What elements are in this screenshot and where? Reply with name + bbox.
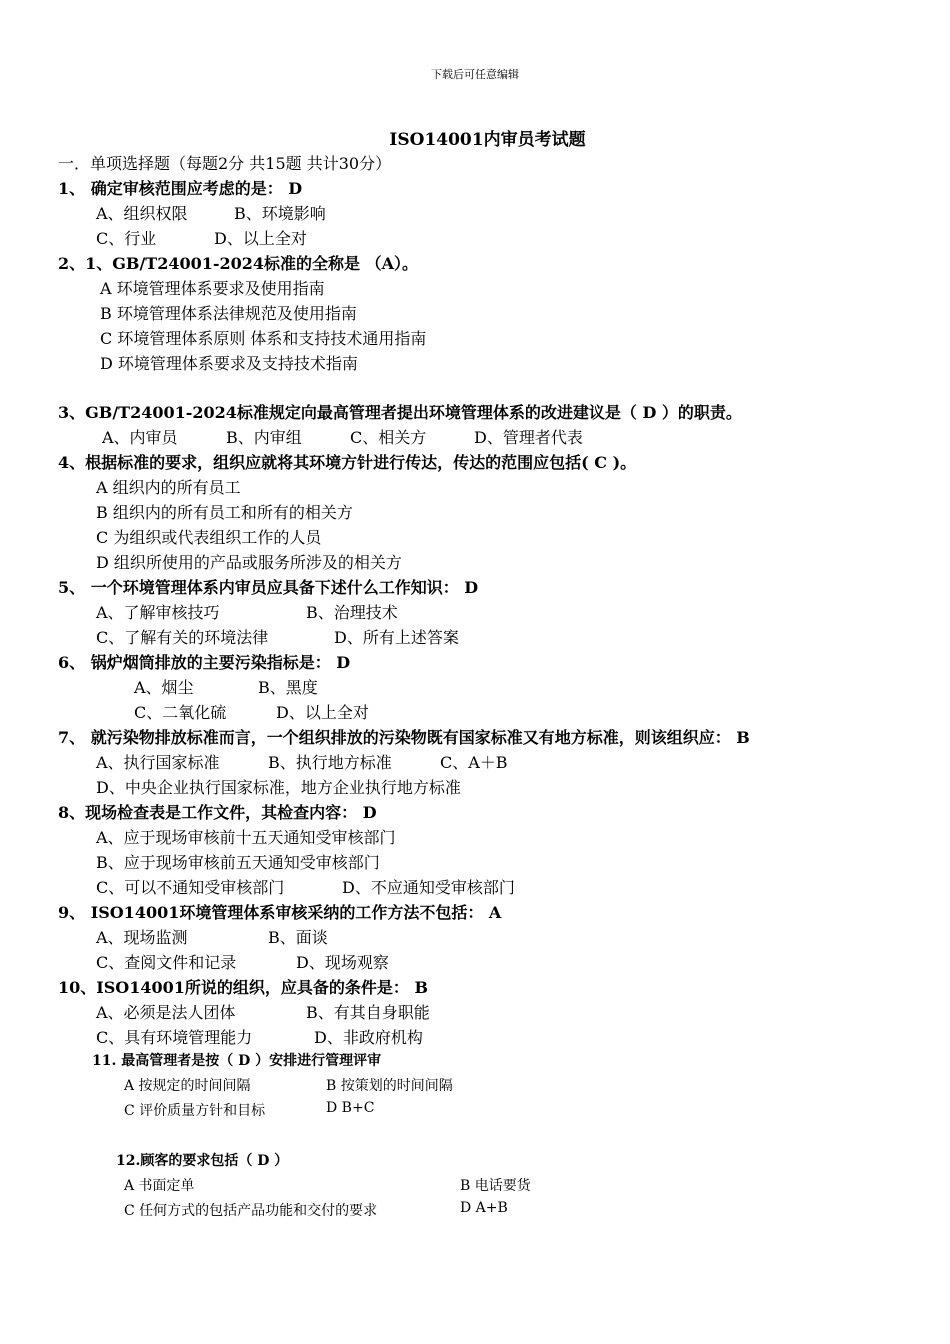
question-8-option-a: A、应于现场审核前十五天通知受审核部门 <box>96 828 396 847</box>
question-2-option-a: A 环境管理体系要求及使用指南 <box>100 279 325 298</box>
question-5-option-b: B、治理技术 <box>306 603 398 622</box>
question-8-option-b: B、应于现场审核前五天通知受审核部门 <box>96 853 380 872</box>
question-10-option-d: D、非政府机构 <box>314 1028 423 1047</box>
question-3-option-c: C、相关方 <box>350 428 427 447</box>
question-4-option-a: A 组织内的所有员工 <box>96 478 241 497</box>
question-4-option-d: D 组织所使用的产品或服务所涉及的相关方 <box>96 553 402 572</box>
question-7-stem: 7、 就污染物排放标准而言，一个组织排放的污染物既有国家标准又有地方标准，则该组织应： B <box>58 728 750 747</box>
question-12-option-b: B 电话要货 <box>460 1178 531 1194</box>
question-10-option-a: A、必须是法人团体 <box>96 1003 236 1022</box>
question-7-option-d: D、中央企业执行国家标准，地方企业执行地方标准 <box>96 778 461 797</box>
page-header-note: 下载后可任意编辑 <box>431 68 519 81</box>
question-3-stem: 3、GB/T24001-2024标准规定向最高管理者提出环境管理体系的改进建议是（ D ）的职责。 <box>58 403 742 422</box>
question-2-option-d: D 环境管理体系要求及支持技术指南 <box>100 354 358 373</box>
question-5-stem: 5、 一个环境管理体系内审员应具备下述什么工作知识： D <box>58 578 479 597</box>
question-11-option-b: B 按策划的时间间隔 <box>326 1078 453 1094</box>
question-8-option-c: C、可以不通知受审核部门 <box>96 878 285 897</box>
question-12-option-d: D A+B <box>460 1200 508 1216</box>
question-6-option-d: D、以上全对 <box>276 703 369 722</box>
question-7-option-c: C、A＋B <box>440 753 508 772</box>
question-2-stem: 2、1、GB/T24001-2024标准的全称是 （A）。 <box>58 254 419 273</box>
question-4-option-c: C 为组织或代表组织工作的人员 <box>96 528 322 547</box>
question-6-option-a: A、烟尘 <box>134 678 194 697</box>
question-9-option-a: A、现场监测 <box>96 928 188 947</box>
question-10-stem: 10、ISO14001所说的组织，应具备的条件是： B <box>58 978 429 997</box>
question-8-option-d: D、不应通知受审核部门 <box>342 878 515 897</box>
page-title: ISO14001内审员考试题 <box>389 130 586 150</box>
question-3-option-a: A、内审员 <box>102 428 178 447</box>
question-6-option-b: B、黑度 <box>258 678 318 697</box>
question-3-option-d: D、管理者代表 <box>474 428 583 447</box>
question-5-option-c: C、了解有关的环境法律 <box>96 628 269 647</box>
question-12-option-c: C 任何方式的包括产品功能和交付的要求 <box>124 1203 378 1219</box>
question-11-option-c: C 评价质量方针和目标 <box>124 1103 266 1119</box>
question-3-option-b: B、内审组 <box>226 428 302 447</box>
question-9-stem: 9、 ISO14001环境管理体系审核采纳的工作方法不包括： A <box>58 903 502 922</box>
question-2-option-c: C 环境管理体系原则 体系和支持技术通用指南 <box>100 329 427 348</box>
question-11-stem: 11. 最高管理者是按（ D ）安排进行管理评审 <box>92 1053 382 1069</box>
question-7-option-b: B、执行地方标准 <box>268 753 392 772</box>
question-2-option-b: B 环境管理体系法律规范及使用指南 <box>100 304 357 323</box>
question-12-stem: 12.顾客的要求包括（ D ） <box>116 1153 289 1169</box>
question-11-option-d: D B+C <box>326 1100 375 1116</box>
question-10-option-b: B、有其自身职能 <box>306 1003 430 1022</box>
question-1-option-c: C、行业 <box>96 229 157 248</box>
question-1-option-d: D、以上全对 <box>214 229 307 248</box>
question-1-option-b: B、环境影响 <box>234 204 326 223</box>
question-8-stem: 8、现场检查表是工作文件，其检查内容： D <box>58 803 377 822</box>
question-10-option-c: C、具有环境管理能力 <box>96 1028 253 1047</box>
question-11-option-a: A 按规定的时间间隔 <box>124 1078 251 1094</box>
question-5-option-a: A、了解审核技巧 <box>96 603 220 622</box>
question-1-option-a: A、组织权限 <box>96 204 188 223</box>
question-1-stem: 1、 确定审核范围应考虑的是： D <box>58 179 303 198</box>
question-6-stem: 6、 锅炉烟筒排放的主要污染指标是： D <box>58 653 351 672</box>
question-4-stem: 4、根据标准的要求，组织应就将其环境方针进行传达，传达的范围应包括( C )。 <box>58 453 637 472</box>
question-9-option-b: B、面谈 <box>268 928 328 947</box>
question-9-option-d: D、现场观察 <box>296 953 389 972</box>
section-heading: 一．单项选择题（每题2分 共15题 共计30分） <box>58 154 392 173</box>
question-5-option-d: D、所有上述答案 <box>334 628 459 647</box>
question-7-option-a: A、执行国家标准 <box>96 753 220 772</box>
question-4-option-b: B 组织内的所有员工和所有的相关方 <box>96 503 353 522</box>
question-12-option-a: A 书面定单 <box>124 1178 195 1194</box>
question-9-option-c: C、查阅文件和记录 <box>96 953 237 972</box>
question-6-option-c: C、二氧化硫 <box>134 703 227 722</box>
